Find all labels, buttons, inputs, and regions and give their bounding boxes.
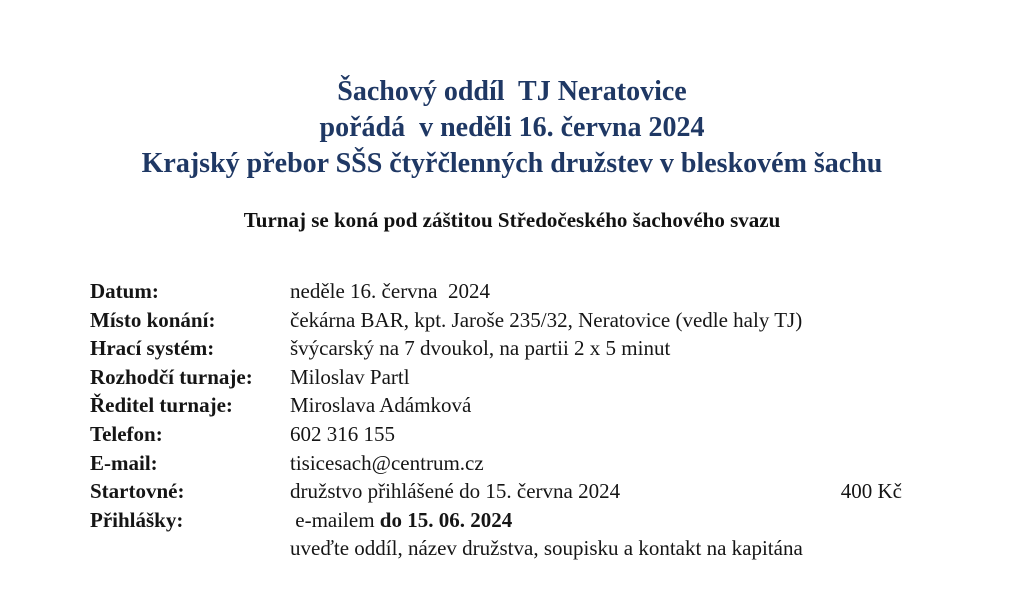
detail-label: Startovné: [90,479,185,504]
detail-row-misto-konani [90,308,922,337]
detail-row-email [90,451,922,480]
detail-value: Miroslava Adámková [290,393,472,418]
detail-value [290,508,512,533]
detail-label: Hrací systém: [90,336,215,361]
registration-deadline: do 15. 06. 2024 [379,507,513,532]
detail-label: Rozhodčí turnaje: [90,364,253,389]
details-list [90,279,922,565]
detail-label: Ředitel turnaje: [90,393,233,418]
email-address: tisicesach@centrum.cz [290,450,484,475]
detail-label: Telefon: [90,421,163,446]
detail-value: družstvo přihlášené do 15. června 2024 [290,479,621,504]
detail-value: Miloslav Partl [290,364,410,389]
registration-note: uveďte oddíl, název družstva, soupisku a kontakt na kapitána [290,536,803,561]
detail-label: Místo konání: [90,307,216,332]
detail-row-startovne [90,479,922,508]
document-subtitle: Turnaj se koná pod záštitou Středočeského šachového svazu [243,208,781,232]
detail-label: Datum: [90,279,159,303]
heading-line-date: pořádá v neděli 16. června 2024 [319,112,705,143]
detail-row-prihlasky [90,508,922,537]
detail-row-datum [90,279,922,308]
document-heading [0,74,1024,182]
detail-row-hraci-system [90,336,922,365]
detail-value: čekárna BAR, kpt. Jaroše 235/32, Neratovice (vedle haly TJ) [290,307,803,332]
detail-label: Přihlášky: [90,507,184,532]
heading-line-club: Šachový oddíl TJ Neratovice [337,76,687,107]
detail-value: 602 316 155 [290,421,395,446]
detail-row-prihlasky-note [90,536,922,565]
detail-label: E-mail: [90,450,158,475]
detail-value: švýcarský na 7 dvoukol, na partii 2 x 5 minut [290,336,671,361]
heading-line-event: Krajský přebor SŠS čtyřčlenných družstev v bleskovém šachu [141,148,883,179]
entry-fee-amount: 400 Kč [840,479,902,504]
detail-row-rozhodci [90,365,922,394]
detail-row-telefon [90,422,922,451]
detail-value: neděle 16. června 2024 [290,279,491,303]
registration-method: e-mailem [290,507,380,532]
detail-row-reditel [90,393,922,422]
